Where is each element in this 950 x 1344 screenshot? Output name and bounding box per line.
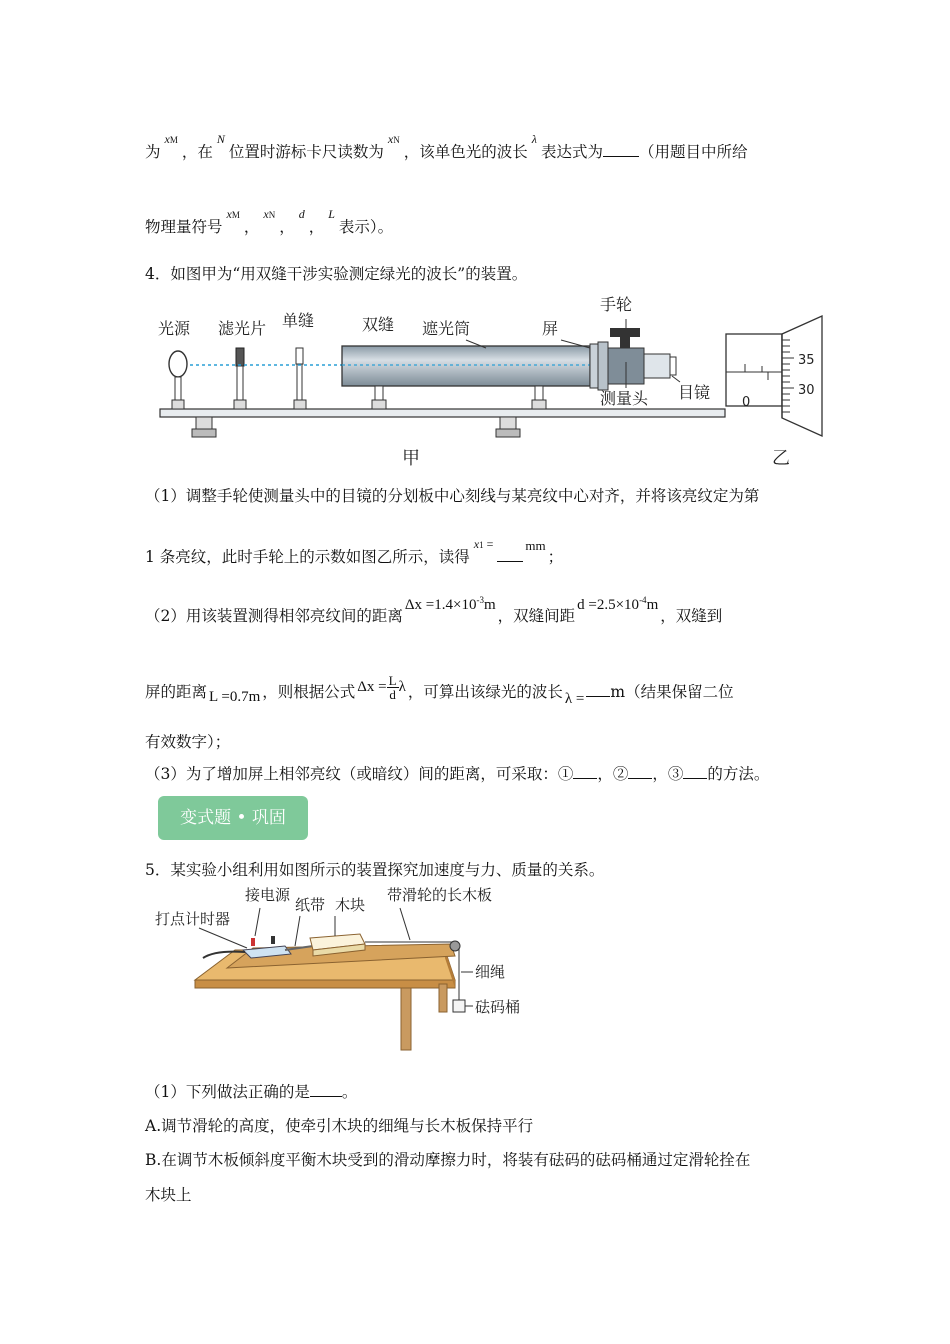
text-line-2: 物理量符号$^{xM}$，$^{xN}$，$^d$，$^L$表示）。	[145, 207, 394, 236]
question-5-1: （1）下列做法正确的是 。	[145, 1083, 358, 1101]
option-a: A.调节滑轮的高度，使牵引木块的细绳与长木板保持平行	[145, 1117, 534, 1135]
scale-tick-35: 35	[798, 353, 815, 368]
label-screen: 屏	[542, 319, 559, 338]
label-power: 接电源	[245, 886, 291, 904]
symbol-n: N	[216, 132, 225, 146]
formula-delta-x: $\Delta x =1.4\times 10^{-3}m$	[404, 595, 496, 613]
label-light-source: 光源	[158, 319, 191, 338]
label-single-slit: 单缝	[282, 311, 315, 330]
answer-blank[interactable]	[310, 1096, 342, 1097]
label-figure-jia: 甲	[402, 448, 420, 469]
symbol-xm: xM	[164, 132, 178, 146]
figure-interference-apparatus	[150, 292, 830, 472]
figure-acceleration-apparatus	[155, 880, 545, 1052]
question-4-1-line-1: （1）调整手轮使测量头中的目镜的分划板中心刻线与某亮纹中心对齐，并将该亮纹定为第	[145, 487, 760, 505]
answer-blank[interactable]	[586, 696, 610, 697]
question-4-2-line-2: 屏的距离 L =0.7m ，则根据公式 Δx = $\frac{L}{d}$ λ ，可算出该绿光的波长 λ = m（结果保留二位	[145, 673, 734, 707]
question-4-2-line-3: 有效数字）；	[145, 733, 231, 751]
symbol-d: d	[298, 207, 305, 221]
formula-l: L =0.7m	[209, 689, 261, 705]
question-4-title: 4．如图甲为“用双缝干涉实验测定绿光的波长”的装置。	[145, 265, 528, 283]
label-filter: 滤光片	[218, 319, 267, 338]
answer-blank[interactable]	[628, 778, 652, 779]
label-timer: 打点计时器	[155, 910, 231, 928]
variant-question-tag: 变式题 • 巩固	[158, 796, 308, 840]
label-double-slit: 双缝	[362, 315, 395, 334]
label-block: 木块	[335, 896, 366, 914]
formula-d: $d =2.5\times 10^{-4}m$	[577, 595, 659, 613]
answer-blank[interactable]	[683, 778, 707, 779]
label-bucket: 砝码桶	[475, 998, 521, 1016]
label-measuring-head: 测量头	[600, 389, 649, 408]
option-b-line-2: 木块上	[145, 1186, 192, 1204]
label-rope: 细绳	[475, 963, 506, 981]
question-4-2-line-1: （2）用该装置测得相邻亮纹间的距离$\Delta x =1.4\times 10^{-3}m$，双缝间距$d =2.5\times 10^{-4}m$，双缝到	[145, 595, 723, 625]
scale-tick-30: 30	[798, 383, 815, 398]
question-4-1-line-2: 1 条亮纹，此时手轮上的示数如图乙所示，读得$^{x1 =}$ $^{mm}$；	[145, 537, 564, 566]
text-line-1: 为$^{xM}$，在$^N$位置时游标卡尺读数为$^{xN}$，该单色光的波长$^\lambda$表达式为 （用题目中所给	[145, 132, 748, 161]
answer-blank[interactable]	[497, 561, 523, 562]
formula-wavelength: Δx = $\frac{L}{d}$ λ	[357, 673, 406, 703]
symbol-xm: xM	[226, 207, 240, 221]
label-figure-yi: 乙	[772, 448, 790, 469]
symbol-lambda: λ	[531, 132, 537, 146]
label-shade-tube: 遮光筒	[422, 319, 471, 338]
symbol-xn: xN	[387, 132, 400, 146]
label-handwheel: 手轮	[600, 295, 633, 314]
symbol-xn: xN	[263, 207, 276, 221]
answer-blank[interactable]	[603, 156, 639, 157]
symbol-x1: x1 =	[473, 537, 494, 551]
option-b-line-1: B.在调节木板倾斜度平衡木块受到的滑动摩擦力时，将装有砝码的砝码桶通过定滑轮拴在	[145, 1151, 751, 1169]
symbol-l: L	[328, 207, 335, 221]
label-tape: 纸带	[295, 896, 326, 914]
question-4-3: （3）为了增加屏上相邻亮纹（或暗纹）间的距离，可采取：① ，② ，③ 的方法。	[145, 765, 770, 783]
label-board: 带滑轮的长木板	[387, 886, 493, 904]
label-eyepiece: 目镜	[678, 383, 711, 402]
answer-blank[interactable]	[573, 778, 597, 779]
question-5-title: 5．某实验小组利用如图所示的装置探究加速度与力、质量的关系。	[145, 861, 605, 879]
scale-tick-0: 0	[742, 395, 751, 410]
